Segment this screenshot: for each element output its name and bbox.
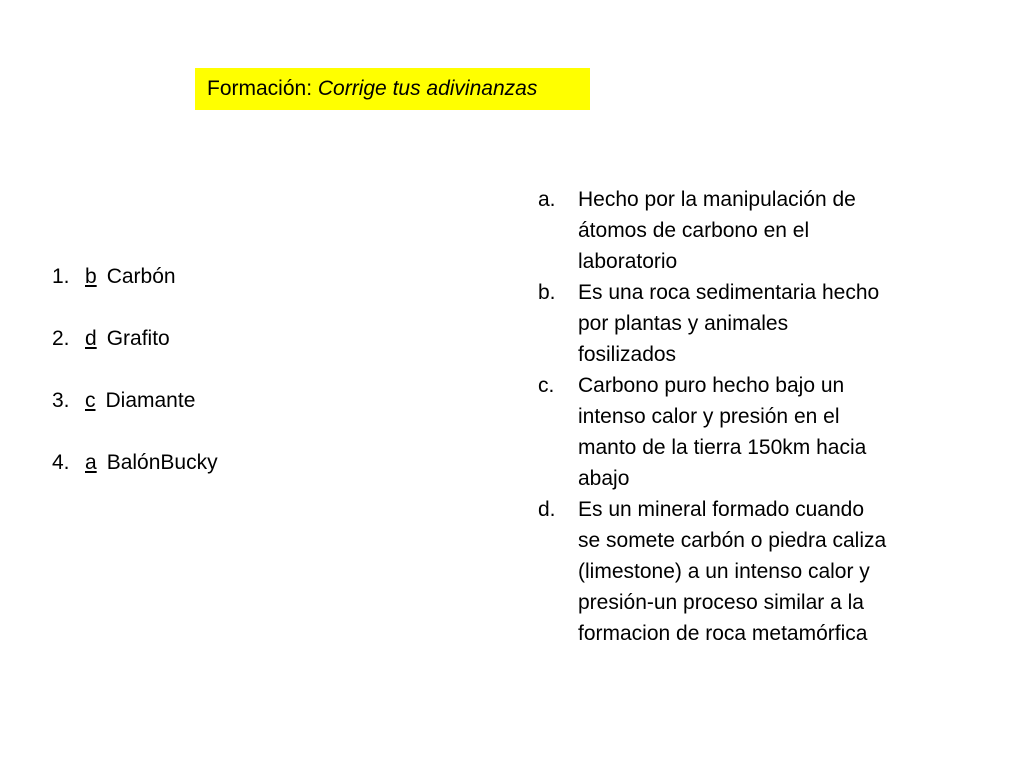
answer-number: 4. [52, 451, 70, 474]
definition-item [538, 184, 898, 277]
answer-letter: c [85, 389, 96, 412]
answer-term: Carbón [106, 265, 176, 288]
answer-term: BalónBucky [106, 451, 218, 474]
title-prefix: Formación: [207, 77, 318, 100]
answer-letter: d [85, 327, 97, 350]
definition-text: Carbono puro hecho bajo un intenso calor y presión en el manto de la tierra 150km hacia abajo [578, 374, 867, 490]
definition-marker: b. [538, 281, 556, 304]
answer-list [52, 262, 312, 510]
definition-text: Es una roca sedimentaria hecho por plantas y animales fosilizados [578, 281, 880, 366]
answer-term: Diamante [105, 389, 196, 412]
definition-marker: c. [538, 374, 555, 397]
definition-item [538, 370, 898, 494]
definition-text: Hecho por la manipulación de átomos de carbono en el laboratorio [578, 188, 856, 273]
definition-item [538, 494, 898, 649]
slide-title [195, 68, 590, 110]
title-subtitle: Corrige tus adivinanzas [317, 77, 538, 100]
definition-marker: d. [538, 498, 556, 521]
answer-item [52, 386, 312, 448]
definition-marker: a. [538, 188, 556, 211]
answer-letter: a [85, 451, 97, 474]
answer-number: 2. [52, 327, 70, 350]
answer-number: 1. [52, 265, 70, 288]
definition-text: Es un mineral formado cuando se somete carbón o piedra caliza (limestone) a un intenso calor y presión-un proceso similar a la formacion de roca metamórfica [578, 498, 887, 645]
definition-list [538, 184, 898, 649]
answer-term: Grafito [106, 327, 170, 350]
answer-item [52, 324, 312, 386]
answer-number: 3. [52, 389, 70, 412]
definition-item [538, 277, 898, 370]
answer-item [52, 448, 312, 510]
answer-item [52, 262, 312, 324]
answer-letter: b [85, 265, 97, 288]
